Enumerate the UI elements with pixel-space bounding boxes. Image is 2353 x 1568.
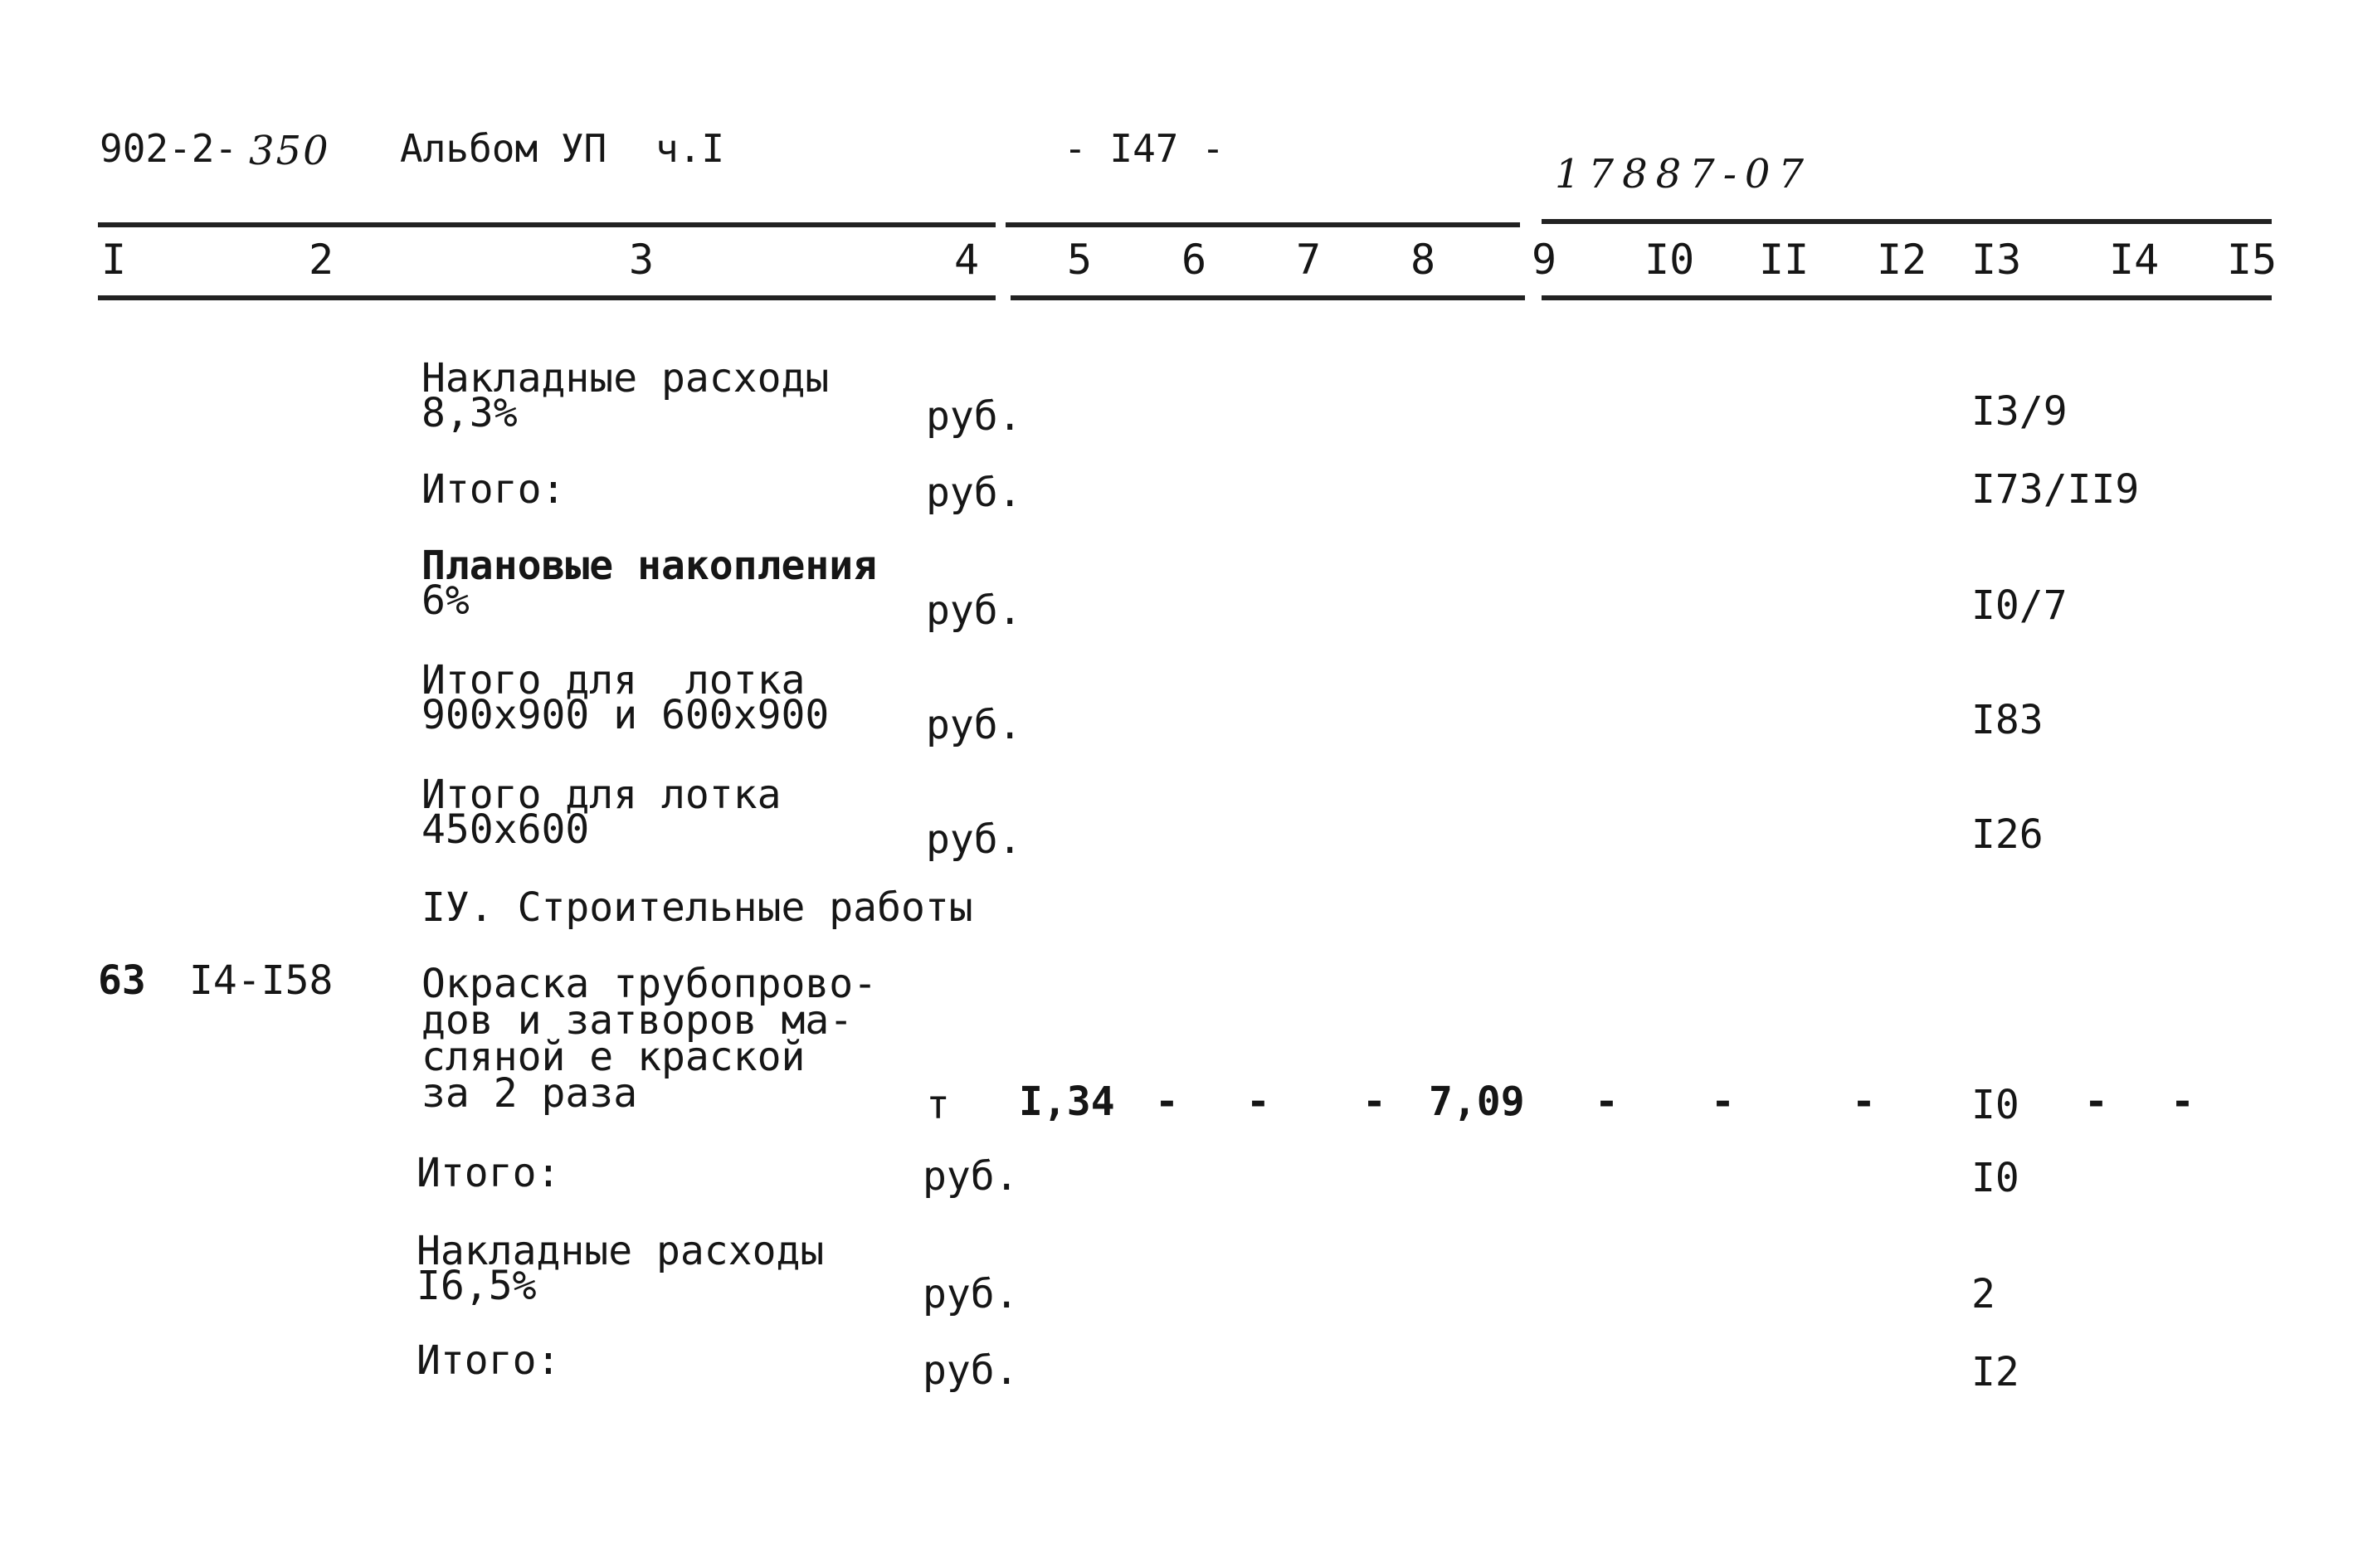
row-value-col12: -	[1852, 1079, 1876, 1125]
document-code: 902-2-	[100, 126, 238, 171]
row-description-line: Итого для лотка	[421, 657, 806, 704]
row-value-col8-dash: -	[1362, 1079, 1386, 1125]
row-description-line: Плановые накопления	[421, 543, 878, 589]
row-value-col13: I26	[1971, 811, 2044, 858]
row-description-line: Итого:	[417, 1337, 561, 1384]
column-header-15: I5	[2227, 236, 2277, 284]
page-number: - I47 -	[1064, 126, 1225, 171]
album-label: Альбом УП	[400, 126, 607, 171]
row-value-col13: I83	[1971, 697, 2044, 743]
row-value-col13: I3/9	[1971, 388, 2068, 435]
row-value-col8: 7,09	[1429, 1079, 1525, 1125]
column-header-9: 9	[1532, 236, 1557, 284]
row-value-col13: I0/7	[1971, 582, 2068, 629]
inventory-stamp: 17887-07	[1555, 151, 1812, 197]
column-header-7: 7	[1296, 236, 1322, 284]
row-unit: руб.	[923, 1347, 1019, 1394]
column-header-13: I3	[1971, 236, 2022, 284]
row-description-line: за 2 раза	[421, 1070, 638, 1117]
row-unit: руб.	[926, 816, 1022, 863]
column-header-1: I	[101, 236, 127, 284]
row-description-line: Накладные расходы	[421, 355, 830, 402]
row-value-col13: I0	[1971, 1155, 2019, 1201]
row-value-col7: -	[1246, 1079, 1270, 1125]
header-rule-bottom-b	[1011, 295, 1525, 300]
column-header-10: I0	[1644, 236, 1695, 284]
row-value-col13: I0	[1971, 1082, 2019, 1128]
header-rule-top-b	[1006, 222, 1520, 227]
header-rule-top-c	[1542, 219, 2272, 224]
column-header-2: 2	[309, 236, 334, 284]
column-header-11: II	[1759, 236, 1810, 284]
row-description-line: I6,5%	[417, 1263, 537, 1309]
column-header-4: 4	[954, 236, 980, 284]
row-value-col13: I73/II9	[1971, 466, 2140, 513]
row-description-line: Итого для лотка	[421, 772, 782, 818]
row-unit: руб.	[926, 587, 1022, 634]
row-value-col14: -	[2084, 1079, 2108, 1125]
row-unit: руб.	[923, 1153, 1019, 1200]
row-description-line: 450x600	[421, 806, 590, 853]
column-header-3: 3	[629, 236, 655, 284]
row-unit: руб.	[923, 1271, 1019, 1317]
row-value-col5: I,34	[1019, 1079, 1115, 1125]
row-description-line: 6%	[421, 577, 470, 624]
row-description-line: Накладные расходы	[417, 1228, 825, 1274]
header-rule-bottom-c	[1542, 295, 2272, 300]
row-description-line: дов и затворов ма-	[421, 997, 854, 1044]
column-header-14: I4	[2109, 236, 2160, 284]
header-rule-bottom-a	[98, 295, 996, 300]
row-unit: руб.	[926, 702, 1022, 748]
column-header-8: 8	[1410, 236, 1436, 284]
row-value-col13: I2	[1971, 1349, 2019, 1395]
header-rule-top-a	[98, 222, 996, 227]
row-number: 63	[98, 957, 146, 1004]
row-rate-code: I4-I58	[189, 957, 334, 1004]
row-value-col9: -	[1595, 1079, 1619, 1125]
row-unit: руб.	[926, 393, 1022, 440]
album-part: ч.I	[655, 126, 725, 171]
row-value-col13: 2	[1971, 1271, 1995, 1317]
row-value-col15: -	[2170, 1079, 2195, 1125]
document-code-handwritten: 350	[249, 128, 330, 174]
row-unit: руб.	[926, 470, 1022, 516]
column-header-6: 6	[1181, 236, 1207, 284]
row-value-col6: -	[1155, 1079, 1179, 1125]
row-description-line: Окраска трубопрово-	[421, 961, 878, 1007]
section-heading: IУ. Строительные работы	[421, 884, 973, 931]
row-unit: т	[926, 1082, 950, 1128]
row-value-col10: -	[1711, 1079, 1735, 1125]
row-description-line: 900x900 и 600x900	[421, 692, 830, 738]
column-header-5: 5	[1067, 236, 1093, 284]
column-header-12: I2	[1877, 236, 1927, 284]
row-description-line: Итого:	[421, 466, 566, 513]
row-description-line: 8,3%	[421, 390, 518, 436]
row-description-line: сляной е краской	[421, 1034, 806, 1080]
row-description-line: Итого:	[417, 1150, 561, 1196]
